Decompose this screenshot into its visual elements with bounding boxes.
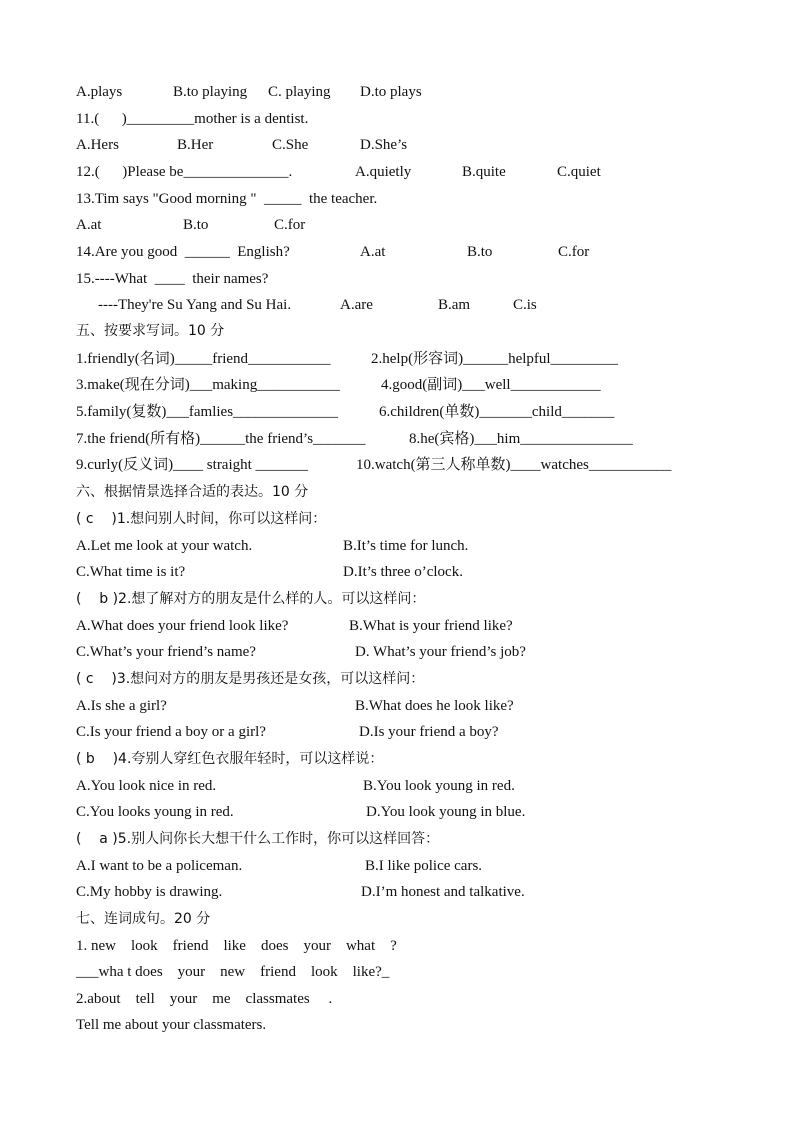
q10-option-c: C. playing bbox=[268, 84, 331, 100]
word-item: 5.family(复数)___famlies______________ bbox=[76, 404, 339, 420]
section5-row-3 bbox=[76, 403, 615, 421]
q10-options bbox=[76, 83, 422, 101]
option-a: A.Let me look at your watch. bbox=[76, 538, 253, 554]
word-item: 4.good(副词)___well____________ bbox=[381, 377, 601, 393]
option-b: B.I like police cars. bbox=[365, 858, 483, 874]
section5-title: 五、按要求写词。10 分 bbox=[76, 323, 225, 339]
q11-stem: 11.( )_________mother is a dentist. bbox=[76, 111, 309, 127]
option-b: B.What is your friend like? bbox=[349, 618, 513, 634]
scenario-options-4b bbox=[76, 803, 526, 821]
q14-row bbox=[76, 243, 590, 261]
q14-option-b: B.to bbox=[467, 244, 493, 260]
option-c: C.What time is it? bbox=[76, 564, 186, 580]
q13-option-c: C.for bbox=[274, 217, 306, 233]
option-d: D.It’s three o’clock. bbox=[343, 564, 463, 580]
section5-row-5 bbox=[76, 456, 672, 474]
q15-option-b: B.am bbox=[438, 297, 471, 313]
option-c: C.My hobby is drawing. bbox=[76, 884, 223, 900]
section7-title: 七、连词成句。20 分 bbox=[76, 911, 211, 927]
section5-row-2 bbox=[76, 376, 601, 394]
section5-row-1 bbox=[76, 350, 619, 368]
q10-option-a: A.plays bbox=[76, 84, 123, 100]
section6-title: 六、根据情景选择合适的表达。10 分 bbox=[76, 484, 309, 500]
q10-option-b: B.to playing bbox=[173, 84, 248, 100]
option-d: D.You look young in blue. bbox=[366, 804, 526, 820]
scenario-stem-5: ( a )5.别人问你长大想干什么工作时，你可以这样回答： bbox=[76, 831, 440, 847]
sentence-answer: Tell me about your classmaters. bbox=[76, 1017, 267, 1033]
q15-option-a: A.are bbox=[340, 297, 373, 313]
word-item: 8.he(宾格)___him_______________ bbox=[409, 431, 633, 447]
word-item: 3.make(现在分词)___making___________ bbox=[76, 377, 340, 393]
q11-option-d: D.She’s bbox=[360, 137, 408, 153]
scenario-options-3b bbox=[76, 723, 499, 741]
word-item: 2.help(形容词)______helpful_________ bbox=[371, 351, 619, 367]
scenario-options-4a bbox=[76, 777, 515, 795]
scenario-options-2b bbox=[76, 643, 526, 661]
scenario-stem-4: ( b )4.夸别人穿红色衣服年轻时，可以这样说： bbox=[76, 751, 384, 767]
option-c: C.Is your friend a boy or a girl? bbox=[76, 724, 266, 740]
word-item: 9.curly(反义词)____ straight _______ bbox=[76, 457, 309, 473]
q12-option-b: B.quite bbox=[462, 164, 506, 180]
q12-option-a: A.quietly bbox=[355, 164, 412, 180]
q11-option-c: C.She bbox=[272, 137, 309, 153]
q14-option-c: C.for bbox=[558, 244, 590, 260]
scenario-options-1b bbox=[76, 563, 463, 581]
option-a: A.I want to be a policeman. bbox=[76, 858, 243, 874]
scenario-options-5b bbox=[76, 883, 525, 901]
sentence-item: 2.about tell your me classmates . bbox=[76, 991, 333, 1007]
scenario-stem-3: ( c )3.想问对方的朋友是男孩还是女孩，可以这样问： bbox=[76, 671, 425, 687]
scenario-options-2a bbox=[76, 617, 513, 635]
option-c: C.You looks young in red. bbox=[76, 804, 234, 820]
q13-stem: 13.Tim says "Good morning " _____ the teacher. bbox=[76, 191, 378, 207]
q11-options bbox=[76, 136, 408, 154]
option-b: B.It’s time for lunch. bbox=[343, 538, 469, 554]
q12-option-c: C.quiet bbox=[557, 164, 601, 180]
scenario-stem-2: ( b )2.想了解对方的朋友是什么样的人。可以这样问： bbox=[76, 591, 426, 607]
scenario-stem-1: ( c )1.想问别人时间，你可以这样问： bbox=[76, 511, 327, 527]
q15-option-c: C.is bbox=[513, 297, 537, 313]
q10-option-d: D.to plays bbox=[360, 84, 422, 100]
q11-option-b: B.Her bbox=[177, 137, 214, 153]
q14-stem: 14.Are you good ______ English? bbox=[76, 244, 290, 260]
q12-row bbox=[76, 163, 601, 181]
scenario-options-1a bbox=[76, 537, 469, 555]
scenario-options-5a bbox=[76, 857, 483, 875]
word-item: 10.watch(第三人称单数)____watches___________ bbox=[356, 457, 672, 473]
sentence-item: 1. new look friend like does your what ? bbox=[76, 938, 397, 954]
option-b: B.What does he look like? bbox=[355, 698, 514, 714]
q15-stem: 15.----What ____ their names? bbox=[76, 271, 269, 287]
option-a: A.Is she a girl? bbox=[76, 698, 167, 714]
option-d: D.I’m honest and talkative. bbox=[361, 884, 525, 900]
option-b: B.You look young in red. bbox=[363, 778, 515, 794]
option-a: A.You look nice in red. bbox=[76, 778, 217, 794]
q15-row bbox=[76, 296, 537, 314]
q13-option-b: B.to bbox=[183, 217, 209, 233]
q15-answer-line: ----They're Su Yang and Su Hai. bbox=[98, 297, 292, 313]
sentence-answer: ___wha t does your new friend look like?_ bbox=[76, 964, 390, 980]
q12-stem: 12.( )Please be______________. bbox=[76, 164, 293, 180]
option-c: C.What’s your friend’s name? bbox=[76, 644, 256, 660]
word-item: 1.friendly(名词)_____friend___________ bbox=[76, 351, 331, 367]
word-item: 6.children(单数)_______child_______ bbox=[379, 404, 615, 420]
q11-option-a: A.Hers bbox=[76, 137, 119, 153]
section5-row-4 bbox=[76, 430, 633, 448]
option-d: D. What’s your friend’s job? bbox=[355, 644, 526, 660]
option-a: A.What does your friend look like? bbox=[76, 618, 289, 634]
q13-options bbox=[76, 216, 306, 234]
q14-option-a: A.at bbox=[360, 244, 386, 260]
word-item: 7.the friend(所有格)______the friend’s_______ bbox=[76, 431, 366, 447]
scenario-options-3a bbox=[76, 697, 514, 715]
q13-option-a: A.at bbox=[76, 217, 102, 233]
option-d: D.Is your friend a boy? bbox=[359, 724, 499, 740]
